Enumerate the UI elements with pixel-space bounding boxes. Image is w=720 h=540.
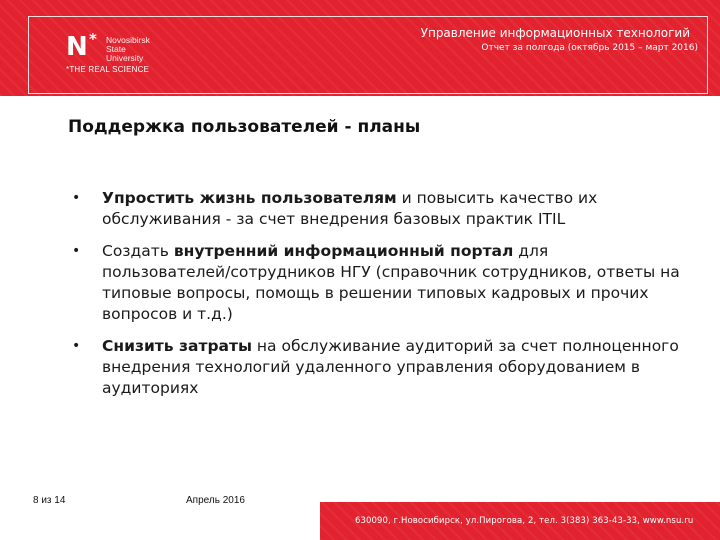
bullet-icon: • <box>72 190 81 206</box>
bullet-bold-text: Упростить жизнь пользователям <box>102 189 397 207</box>
bullet-icon: • <box>72 243 81 259</box>
page-number: 8 из 14 <box>33 495 66 506</box>
logo-star: * <box>89 30 97 48</box>
bullet-text: Создать <box>102 242 174 260</box>
bullet-list <box>70 188 680 399</box>
logo-mark: N <box>66 32 88 62</box>
nsu-logo <box>66 30 186 84</box>
bullet-text: и повысить качество их обслуживания - за счет внедрения базовых практик ITIL <box>102 189 598 228</box>
footer-date: Апрель 2016 <box>186 495 245 506</box>
bullet-item <box>70 241 680 325</box>
bullet-bold-text: внутренний информационный портал <box>173 242 514 260</box>
bullet-item <box>70 336 680 399</box>
bullet-text: на обслуживание аудиторий за счет полноценного внедрения технологий удаленного управления оборудованием в аудиториях <box>102 337 679 397</box>
header-subtitle: Отчет за полгода (октябрь 2015 – март 2016) <box>481 43 698 53</box>
logo-tagline: *THE REAL SCIENCE <box>66 65 150 74</box>
bullet-icon: • <box>72 338 81 354</box>
logo-university-name: Novosibirsk State University <box>106 35 150 63</box>
bullet-item <box>70 188 680 230</box>
bullet-bold-text: Снизить затраты <box>102 337 252 355</box>
header-title: Управление информационных технологий <box>420 26 690 40</box>
footer-address: 630090, г.Новосибирск, ул.Пирогова, 2, тел. 3(383) 363-43-33, www.nsu.ru <box>355 516 694 526</box>
bullet-text: для пользователей/сотрудников НГУ (справочник сотрудников, ответы на типовые вопросы, помощь в решении типовых кадровых и прочих вопросов и т.д.) <box>102 242 680 323</box>
slide-title: Поддержка пользователей - планы <box>68 117 421 137</box>
